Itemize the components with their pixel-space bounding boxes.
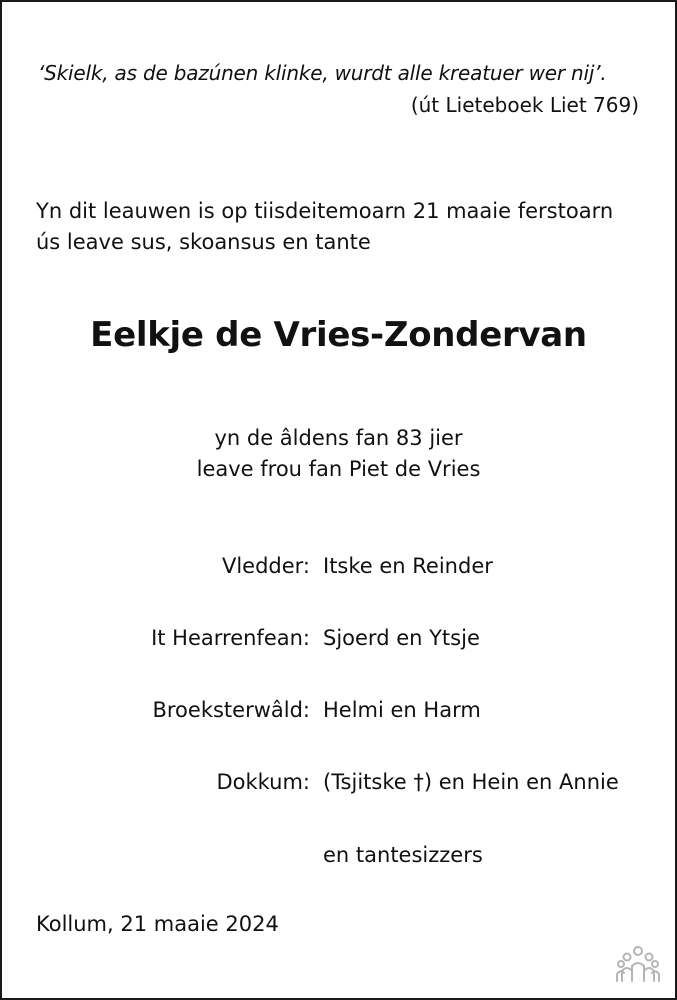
bible-quote: ‘Skielk, as de bazúnen klinke, wurdt alle kreatuer wer nij’.: [38, 61, 607, 85]
intro-line-2: ús leave sus, skoansus en tante: [36, 230, 371, 254]
family-row: [2, 626, 677, 662]
family-names: Itske en Reinder: [323, 554, 493, 578]
family-row: [2, 698, 677, 734]
family-names: Helmi en Harm: [323, 698, 481, 722]
family-place: Broeksterwâld:: [152, 698, 310, 722]
family-place: Vledder:: [221, 554, 310, 578]
quote-source: (út Lieteboek Liet 769): [410, 93, 639, 117]
intro-line-1: Yn dit leauwen is op tiisdeitemoarn 21 maaie ferstoarn: [36, 199, 614, 223]
family-list: [2, 554, 677, 842]
place-date: Kollum, 21 maaie 2024: [36, 912, 279, 936]
intro-text: [36, 196, 613, 258]
family-names: (Tsjitske †) en Hein en Annie: [323, 770, 619, 794]
deceased-name: Eelkje de Vries-Zondervan: [90, 315, 587, 355]
deceased-details: [2, 423, 675, 485]
family-row: [2, 770, 677, 806]
family-place: Dokkum:: [216, 770, 310, 794]
family-names: Sjoerd en Ytsje: [323, 626, 480, 650]
family-group-icon: [615, 944, 661, 984]
age-line: yn de âldens fan 83 jier: [214, 426, 463, 450]
spouse-line: leave frou fan Piet de Vries: [196, 457, 481, 481]
family-row: [2, 554, 677, 590]
family-place: It Hearrenfean:: [151, 626, 310, 650]
closing-line: en tantesizzers: [323, 843, 483, 867]
